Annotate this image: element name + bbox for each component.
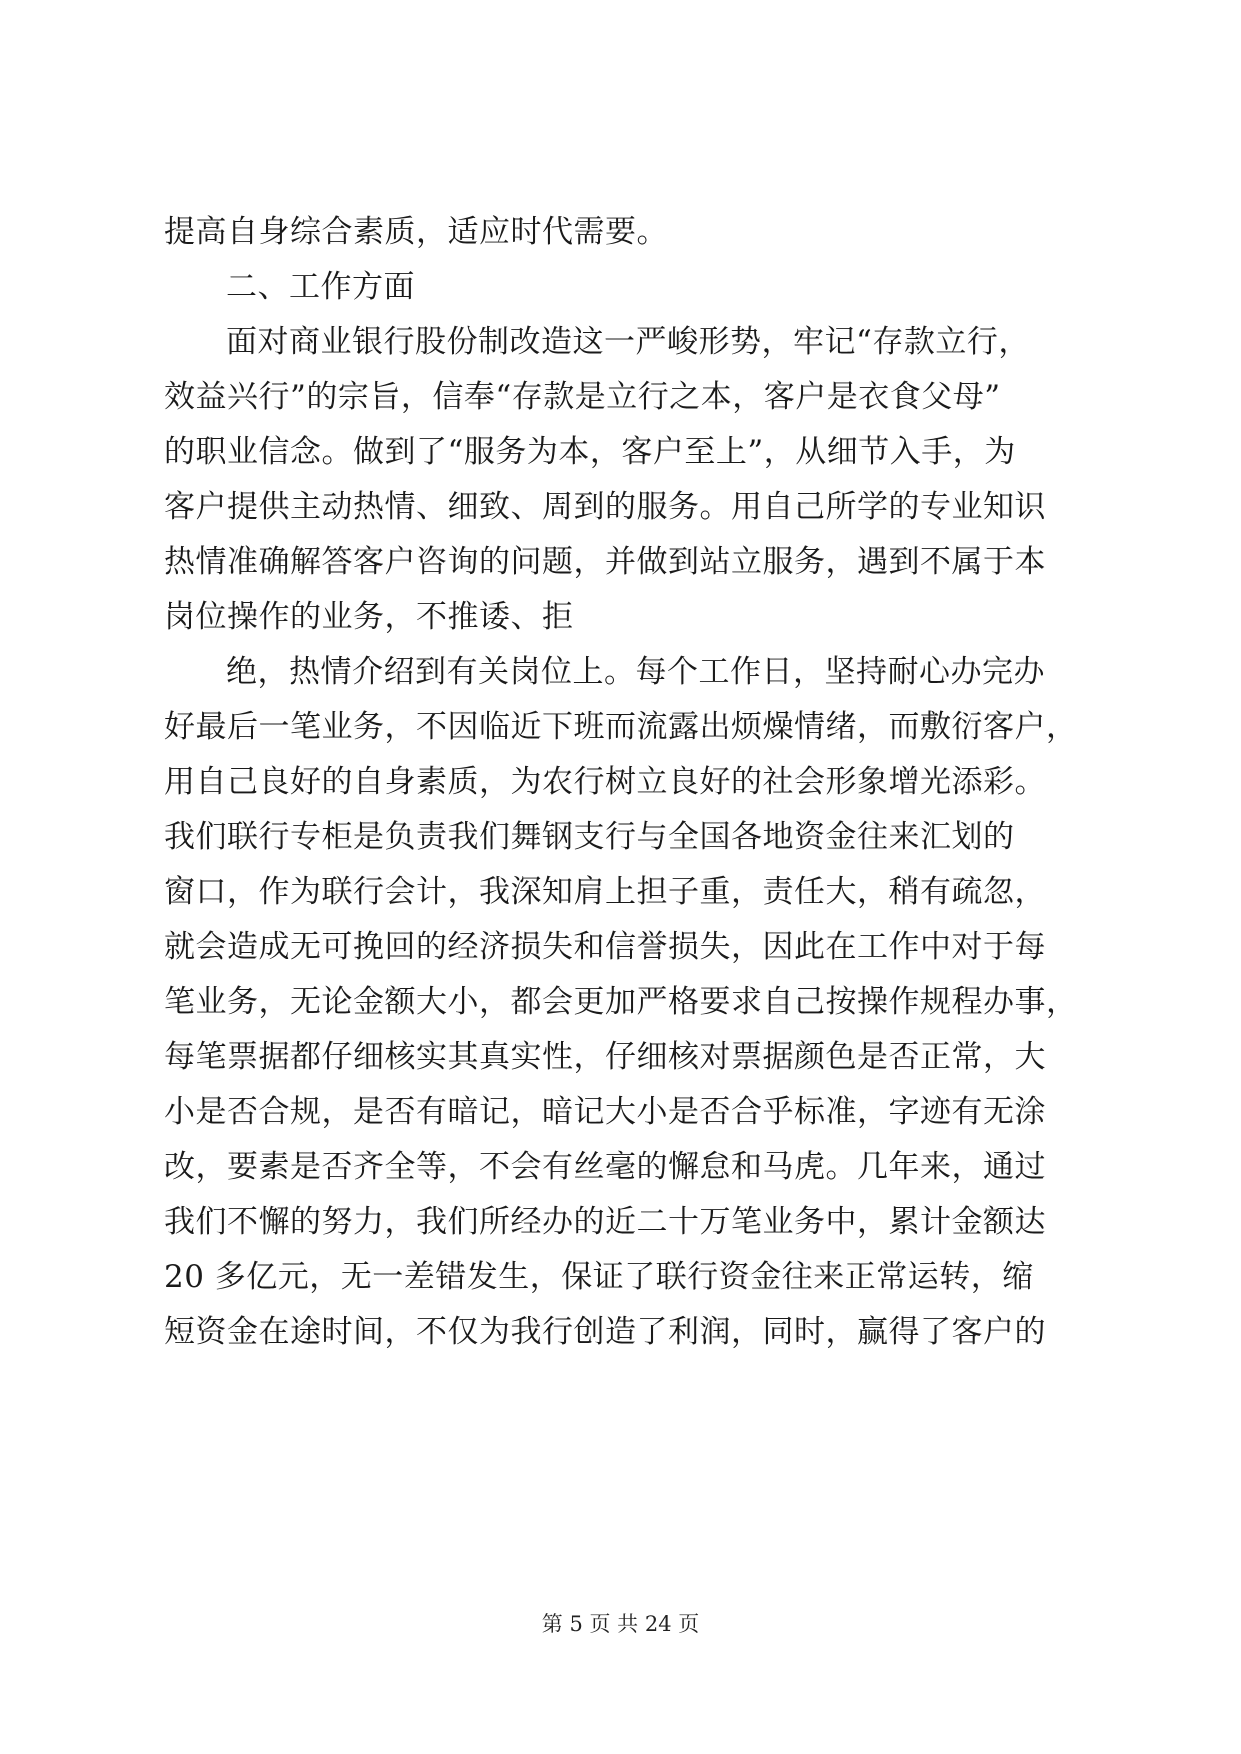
text-line: 提高自身综合素质，适应时代需要。 (164, 214, 668, 250)
text-line: 小是否合规，是否有暗记，暗记大小是否合乎标准，字迹有无涂 (164, 1094, 1046, 1130)
text-line: 好最后一笔业务，不因临近下班而流露出烦燥情绪，而敷衍客户， (164, 709, 1078, 745)
text-line: 窗口，作为联行会计，我深知肩上担子重，责任大，稍有疏忽， (164, 874, 1046, 910)
text-line: 每笔票据都仔细核实其真实性，仔细核对票据颜色是否正常，大 (164, 1039, 1046, 1075)
section-heading: 二、工作方面 (226, 269, 415, 305)
text-line: 的职业信念。做到了“服务为本，客户至上”，从细节入手，为 (164, 434, 1016, 470)
text-line: 岗位操作的业务，不推诿、拒 (164, 599, 574, 635)
text-line: 绝，热情介绍到有关岗位上。每个工作日，坚持耐心办完办 (226, 654, 1045, 690)
text-line: 我们不懈的努力，我们所经办的近二十万笔业务中，累计金额达 (164, 1204, 1046, 1240)
text-line: 短资金在途时间，不仅为我行创造了利润，同时，赢得了客户的 (164, 1314, 1046, 1350)
text-line: 用自己良好的自身素质，为农行树立良好的社会形象增光添彩。 (164, 764, 1046, 800)
text-line: 我们联行专柜是负责我们舞钢支行与全国各地资金往来汇划的 (164, 819, 1015, 855)
text-line: 热情准确解答客户咨询的问题，并做到站立服务，遇到不属于本 (164, 544, 1046, 580)
text-line: 客户提供主动热情、细致、周到的服务。用自己所学的专业知识 (164, 489, 1046, 525)
text-line: 就会造成无可挽回的经济损失和信誉损失，因此在工作中对于每 (164, 929, 1046, 965)
text-line: 20 多亿元，无一差错发生，保证了联行资金往来正常运转，缩 (164, 1259, 1034, 1295)
page-number-footer: 第 5 页 共 24 页 (541, 1612, 700, 1636)
text-line: 改，要素是否齐全等，不会有丝毫的懈怠和马虎。几年来，通过 (164, 1149, 1046, 1185)
text-line: 效益兴行”的宗旨，信奉“存款是立行之本，客户是衣食父母” (164, 379, 1001, 415)
text-line: 笔业务，无论金额大小，都会更加严格要求自己按操作规程办事， (164, 984, 1078, 1020)
text-line: 面对商业银行股份制改造这一严峻形势，牢记“存款立行， (226, 324, 1030, 360)
